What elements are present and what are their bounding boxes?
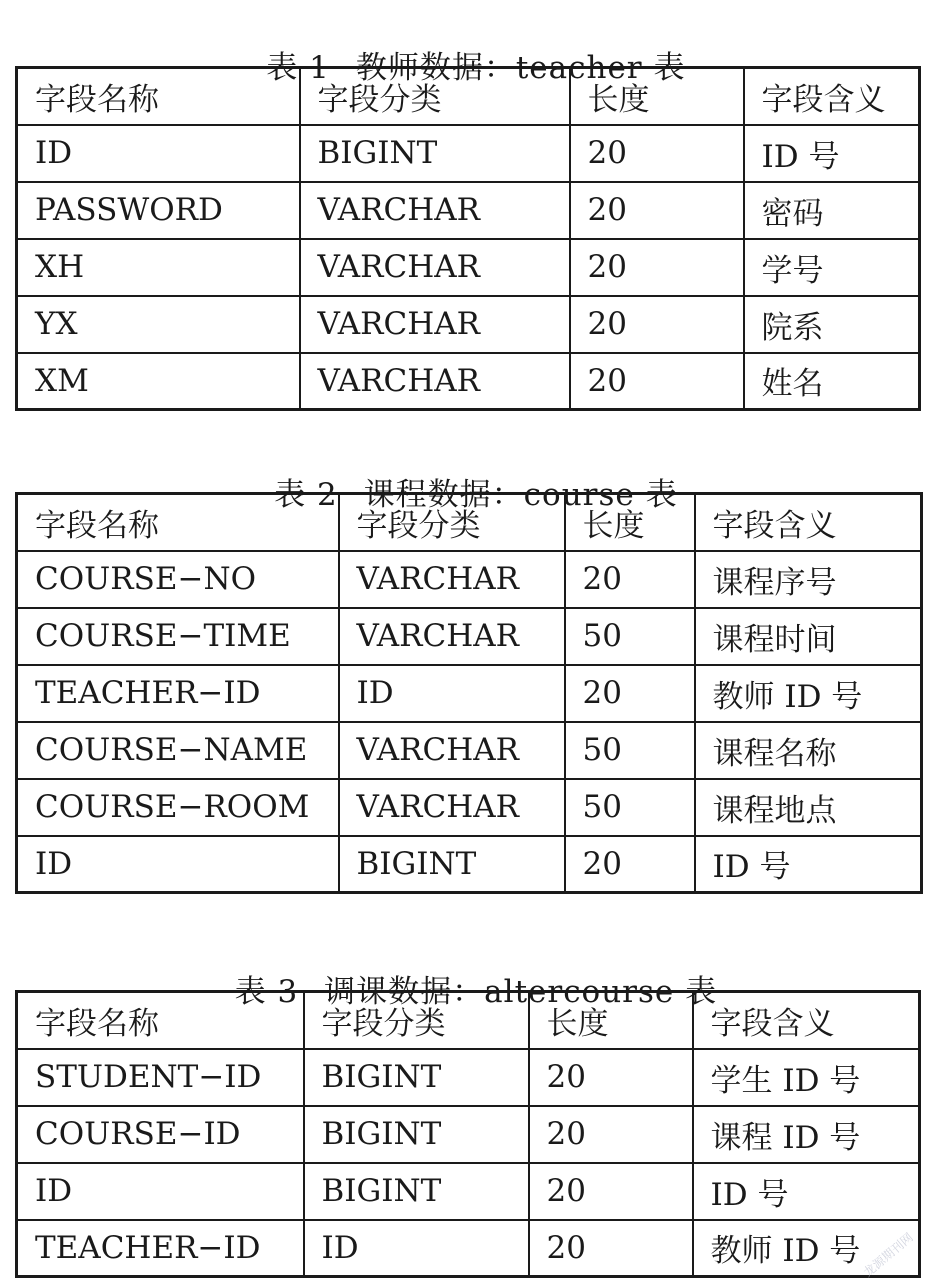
- watermark: 龙源期刊网: [860, 1230, 916, 1280]
- header-length: 长度: [565, 494, 695, 551]
- cell-field-type: VARCHAR: [339, 551, 565, 608]
- header-field-name: 字段名称: [17, 992, 304, 1049]
- course-table: [15, 492, 923, 894]
- header-length: 长度: [529, 992, 693, 1049]
- altercourse-table: [15, 990, 921, 1278]
- cell-field-type: VARCHAR: [339, 722, 565, 779]
- table-3-number: 表 3: [234, 974, 299, 1010]
- cell-field-name: COURSE−TIME: [17, 608, 339, 665]
- cell-meaning: ID 号: [695, 836, 922, 893]
- cell-meaning: ID 号: [744, 125, 920, 182]
- header-length: 长度: [570, 68, 744, 125]
- cell-length: 20: [529, 1220, 693, 1277]
- cell-field-type: ID: [304, 1220, 529, 1277]
- table-row: [17, 665, 922, 722]
- cell-meaning: 密码: [744, 182, 920, 239]
- cell-field-type: VARCHAR: [339, 779, 565, 836]
- cell-field-type: VARCHAR: [339, 608, 565, 665]
- cell-field-type: BIGINT: [304, 1049, 529, 1106]
- cell-length: 20: [565, 836, 695, 893]
- cell-field-name: YX: [17, 296, 300, 353]
- cell-field-name: XM: [17, 353, 300, 410]
- cell-field-name: ID: [17, 125, 300, 182]
- cell-meaning: 院系: [744, 296, 920, 353]
- table-header-row: [17, 68, 920, 125]
- cell-meaning: 课程时间: [695, 608, 922, 665]
- table-row: [17, 182, 920, 239]
- cell-length: 20: [570, 182, 744, 239]
- cell-field-type: BIGINT: [304, 1163, 529, 1220]
- cell-field-name: COURSE−NAME: [17, 722, 339, 779]
- table-1-number: 表 1: [266, 50, 330, 86]
- cell-length: 20: [570, 296, 744, 353]
- cell-field-name: COURSE−NO: [17, 551, 339, 608]
- cell-length: 20: [565, 551, 695, 608]
- header-field-type: 字段分类: [300, 68, 570, 125]
- table-header-row: [17, 494, 922, 551]
- cell-field-name: XH: [17, 239, 300, 296]
- cell-meaning: 教师 ID 号: [693, 1220, 920, 1277]
- cell-meaning: 课程名称: [695, 722, 922, 779]
- cell-length: 50: [565, 722, 695, 779]
- header-field-name: 字段名称: [17, 68, 300, 125]
- cell-length: 20: [529, 1106, 693, 1163]
- table-row: [17, 296, 920, 353]
- cell-field-type: VARCHAR: [300, 296, 570, 353]
- table-2-number: 表 2: [274, 477, 338, 513]
- cell-field-type: VARCHAR: [300, 182, 570, 239]
- table-row: [17, 1106, 920, 1163]
- cell-meaning: 学生 ID 号: [693, 1049, 920, 1106]
- table-row: [17, 1049, 920, 1106]
- cell-meaning: 课程 ID 号: [693, 1106, 920, 1163]
- table-2-title: 课程数据：course 表: [363, 477, 678, 513]
- cell-meaning: 课程序号: [695, 551, 922, 608]
- cell-length: 20: [570, 125, 744, 182]
- cell-length: 20: [565, 665, 695, 722]
- cell-field-name: COURSE−ID: [17, 1106, 304, 1163]
- table-row: [17, 353, 920, 410]
- teacher-table: [15, 66, 921, 411]
- header-meaning: 字段含义: [744, 68, 920, 125]
- cell-field-name: STUDENT−ID: [17, 1049, 304, 1106]
- cell-field-name: ID: [17, 1163, 304, 1220]
- cell-field-type: VARCHAR: [300, 239, 570, 296]
- table-row: [17, 1220, 920, 1277]
- cell-meaning: 教师 ID 号: [695, 665, 922, 722]
- cell-field-name: ID: [17, 836, 339, 893]
- cell-field-type: VARCHAR: [300, 353, 570, 410]
- table-row: [17, 1163, 920, 1220]
- table-row: [17, 125, 920, 182]
- table-3-title: 调课数据：altercourse 表: [324, 974, 718, 1010]
- table-header-row: [17, 992, 920, 1049]
- cell-length: 20: [570, 239, 744, 296]
- table-1-title: 教师数据：teacher 表: [355, 50, 686, 86]
- cell-length: 20: [529, 1049, 693, 1106]
- cell-length: 20: [570, 353, 744, 410]
- cell-field-name: TEACHER−ID: [17, 1220, 304, 1277]
- table-row: [17, 722, 922, 779]
- cell-field-type: BIGINT: [304, 1106, 529, 1163]
- cell-meaning: 学号: [744, 239, 920, 296]
- cell-field-type: ID: [339, 665, 565, 722]
- header-field-type: 字段分类: [339, 494, 565, 551]
- header-field-name: 字段名称: [17, 494, 339, 551]
- table-row: [17, 836, 922, 893]
- cell-meaning: ID 号: [693, 1163, 920, 1220]
- table-row: [17, 608, 922, 665]
- header-meaning: 字段含义: [695, 494, 922, 551]
- table-row: [17, 779, 922, 836]
- table-row: [17, 239, 920, 296]
- cell-length: 20: [529, 1163, 693, 1220]
- cell-field-type: BIGINT: [300, 125, 570, 182]
- header-field-type: 字段分类: [304, 992, 529, 1049]
- cell-meaning: 姓名: [744, 353, 920, 410]
- table-row: [17, 551, 922, 608]
- cell-field-type: BIGINT: [339, 836, 565, 893]
- cell-meaning: 课程地点: [695, 779, 922, 836]
- cell-length: 50: [565, 779, 695, 836]
- cell-field-name: COURSE−ROOM: [17, 779, 339, 836]
- cell-field-name: PASSWORD: [17, 182, 300, 239]
- cell-field-name: TEACHER−ID: [17, 665, 339, 722]
- header-meaning: 字段含义: [693, 992, 920, 1049]
- cell-length: 50: [565, 608, 695, 665]
